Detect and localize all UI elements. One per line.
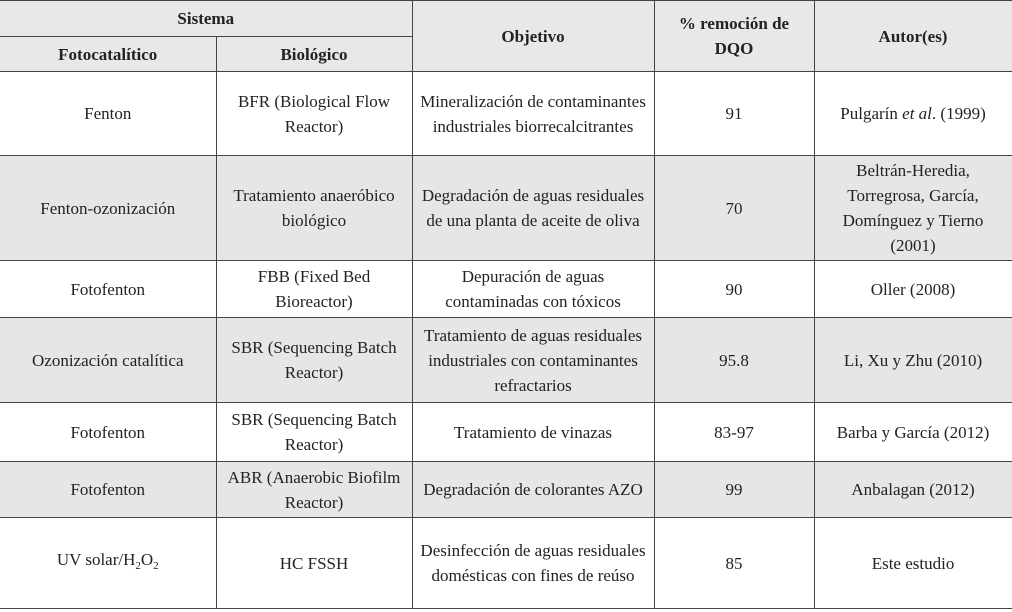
header-objetivo: Objetivo [412,1,654,72]
table-row [0,261,1012,318]
cell-fotocatalitico: Fenton-ozonización [0,156,216,261]
cell-objetivo: Tratamiento de vinazas [412,403,654,462]
cell-autor [814,72,1012,156]
table-row [0,156,1012,261]
cell-objetivo: Degradación de colorantes AZO [412,462,654,518]
cell-autor: Anbalagan (2012) [814,462,1012,518]
cell-biologico: ABR (Anaerobic Biofilm Reactor) [216,462,412,518]
header-remocion: % remoción de DQO [654,1,814,72]
cell-biologico: SBR (Sequencing Batch Reactor) [216,403,412,462]
autor-text: Pulgarín [840,104,903,123]
cell-autor: Este estudio [814,518,1012,609]
cell-biologico: Tratamiento anaeróbico biológico [216,156,412,261]
cell-remocion: 99 [654,462,814,518]
header-row-1 [0,1,1012,37]
cell-objetivo: Tratamiento de aguas residuales industriales con contaminantes refractarios [412,318,654,403]
cell-fotocatalitico: Fenton [0,72,216,156]
cell-fotocatalitico: Fotofenton [0,403,216,462]
cell-remocion: 83-97 [654,403,814,462]
formula-part: O [140,550,154,569]
cell-autor: Li, Xu y Zhu (2010) [814,318,1012,403]
cell-fotocatalitico: Ozonización catalítica [0,318,216,403]
cell-fotocatalitico: Fotofenton [0,462,216,518]
table-row [0,318,1012,403]
cell-remocion: 90 [654,261,814,318]
header-fotocatalitico: Fotocatalítico [0,37,216,72]
cell-remocion: 95.8 [654,318,814,403]
autor-year: . (1999) [931,104,986,123]
cell-autor: Oller (2008) [814,261,1012,318]
cell-remocion: 70 [654,156,814,261]
table-row [0,518,1012,609]
autor-et-al: et al [902,104,932,123]
table-row [0,72,1012,156]
cell-objetivo: Desinfección de aguas residuales domésticas con fines de reúso [412,518,654,609]
formula-subscript: 2 [135,560,141,572]
header-biologico: Biológico [216,37,412,72]
cell-fotocatalitico: Fotofenton [0,261,216,318]
cell-objetivo: Mineralización de contaminantes industriales biorrecalcitrantes [412,72,654,156]
header-sistema: Sistema [0,1,412,37]
cell-biologico: SBR (Sequencing Batch Reactor) [216,318,412,403]
cell-biologico: HC FSSH [216,518,412,609]
table-row [0,462,1012,518]
cell-biologico: FBB (Fixed Bed Bioreactor) [216,261,412,318]
header-autores: Autor(es) [814,1,1012,72]
cell-fotocatalitico [0,518,216,609]
cell-autor: Beltrán-Heredia, Torregrosa, García, Domínguez y Tierno (2001) [814,156,1012,261]
formula-part: UV solar/H [56,550,136,569]
cell-remocion: 91 [654,72,814,156]
table-row [0,403,1012,462]
cell-objetivo: Degradación de aguas residuales de una planta de aceite de oliva [412,156,654,261]
cell-autor: Barba y García (2012) [814,403,1012,462]
cell-biologico: BFR (Biological Flow Reactor) [216,72,412,156]
cell-remocion: 85 [654,518,814,609]
formula-subscript: 2 [153,560,159,572]
cell-objetivo: Depuración de aguas contaminadas con tóxicos [412,261,654,318]
